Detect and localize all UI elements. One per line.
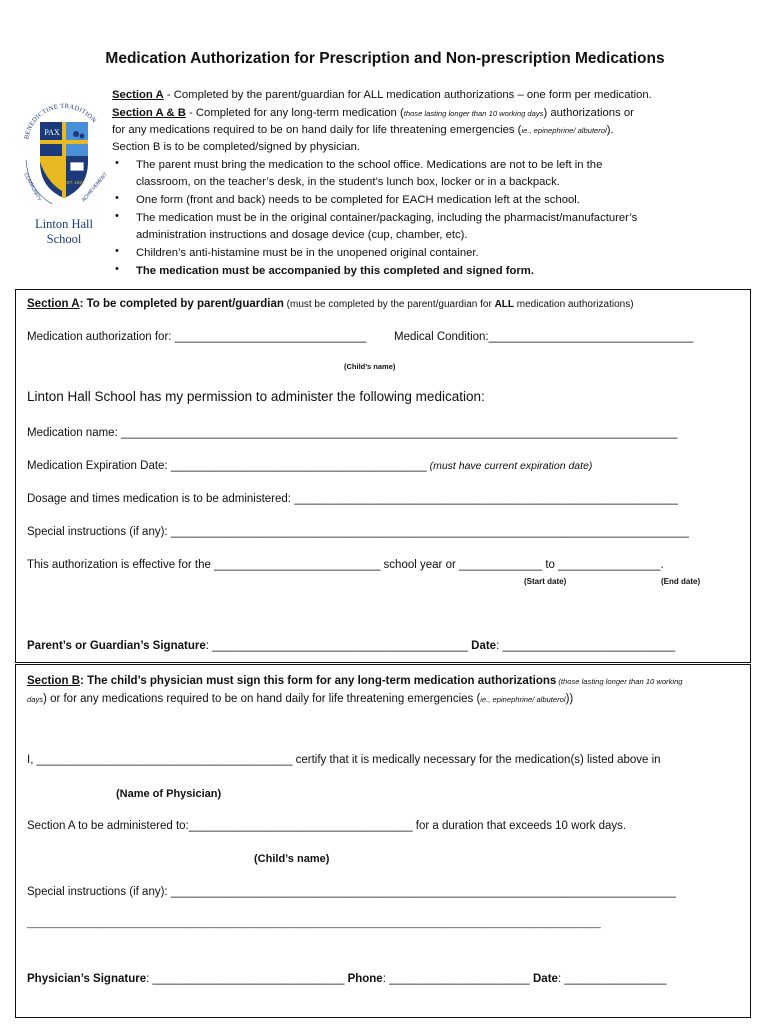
start-date-label: (Start date) [524, 577, 567, 586]
end-date-label: (End date) [661, 577, 701, 586]
intro-line-3: for any medications required to be on hand daily for life threatening emergencies (ie., epinephrine/ albuterol). [112, 124, 614, 136]
administered-to-field[interactable]: Section A to be administered to:___________________________________ for a duration that exceeds 10 work days. [27, 820, 627, 832]
logo-est-text: EST. 1922 [63, 180, 85, 185]
permission-statement: Linton Hall School has my permission to administer the following medication: [27, 389, 485, 404]
bullet-3a: The medication must be in the original container/packaging, including the pharmacist/manufacturer’s [136, 212, 638, 224]
section-b-heading-line2: days) or for any medications required to be on hand daily for life threatening emergencies (ie., epinephrine/ albuterol)) [27, 693, 574, 705]
bullet-1b: classroom, on the teacher’s desk, in the student’s lunch box, locker or in a backpack. [136, 176, 560, 188]
expiration-date-field[interactable]: Medication Expiration Date: ________________________________________ (must have current expiration date) [27, 460, 593, 472]
school-logo [18, 100, 110, 246]
physician-signature-field[interactable]: Physician’s Signature: ______________________________ Phone: ______________________ Date: ________________ [27, 973, 667, 985]
section-b-box [15, 664, 751, 1018]
bullet-4: Children’s anti-histamine must be in the unopened original container. [136, 247, 479, 259]
section-a-box [15, 289, 751, 663]
school-name-line2: School [46, 232, 82, 246]
dosage-field[interactable]: Dosage and times medication is to be administered: ____________________________________________________________ [27, 493, 678, 505]
bullet-1a: The parent must bring the medication to the school office. Medications are not to be left in the [136, 159, 603, 171]
intro-line-2: Section A & B - Completed for any long-term medication (those lasting longer than 10 working days) authorizations or [112, 107, 634, 119]
childs-name-label: (Child’s name) [344, 362, 396, 371]
section-a-ref: Section A [112, 89, 164, 101]
childs-name-label-b: (Child’s name) [254, 853, 330, 865]
physician-special-instructions-line2[interactable]: ___________________________________________________________________________________________________________________ [27, 918, 601, 929]
section-ab-ref: Section A & B [112, 107, 186, 119]
medical-condition-field[interactable]: Medical Condition:________________________________ [394, 331, 694, 343]
medication-authorization-for-field[interactable]: Medication authorization for: ______________________________ [27, 331, 367, 343]
bullet-5: The medication must be accompanied by this completed and signed form. [136, 265, 534, 277]
intro-line-1: Section A - Completed by the parent/guardian for ALL medication authorizations – one form per medication. [112, 89, 652, 101]
logo-pax-text: PAX [44, 128, 60, 137]
bullet-icon: • [115, 192, 119, 204]
parent-signature-field[interactable]: Parent’s or Guardian’s Signature: ________________________________________ Date: ___________________________ [27, 640, 676, 652]
bullet-icon: • [115, 245, 119, 257]
page-title: Medication Authorization for Prescription and Non-prescription Medications [105, 50, 665, 67]
physician-name-label: (Name of Physician) [116, 788, 222, 800]
section-a-heading: Section A: To be completed by parent/guardian (must be completed by the parent/guardian for ALL medication authorizations) [27, 298, 634, 310]
bullet-icon: • [115, 263, 119, 275]
crest-icon [18, 100, 110, 212]
effective-period-field[interactable]: This authorization is effective for the __________________________ school year or _____________ to ________________. [27, 559, 664, 571]
physician-special-instructions-field[interactable]: Special instructions (if any): _______________________________________________________________________________ [27, 886, 677, 898]
logo-arc-text: BENEDICTINE TRADITION [23, 102, 98, 140]
medication-name-field[interactable]: Medication name: _______________________________________________________________________________________ [27, 427, 678, 439]
school-name-line1: Linton Hall [35, 217, 93, 231]
bullet-icon: • [115, 210, 119, 222]
bullet-icon: • [115, 157, 119, 169]
intro-line-4: Section B is to be completed/signed by physician. [112, 141, 361, 153]
physician-certify-field[interactable]: I, ________________________________________ certify that it is medically necessary for the medication(s) listed above in [27, 754, 661, 766]
special-instructions-field[interactable]: Special instructions (if any): _________________________________________________________________________________ [27, 526, 689, 538]
logo-left-text: COMMUNITY [22, 172, 43, 203]
bullet-2: One form (front and back) needs to be completed for EACH medication left at the school. [136, 194, 580, 206]
bullet-3b: administration instructions and dosage device (cup, chamber, etc). [136, 229, 468, 241]
section-b-heading-line1: Section B: The child’s physician must sign this form for any long-term medication authorizations (those lasting longer than 10 working [27, 675, 683, 687]
logo-right-text: ACHIEVEMENT [80, 171, 109, 204]
